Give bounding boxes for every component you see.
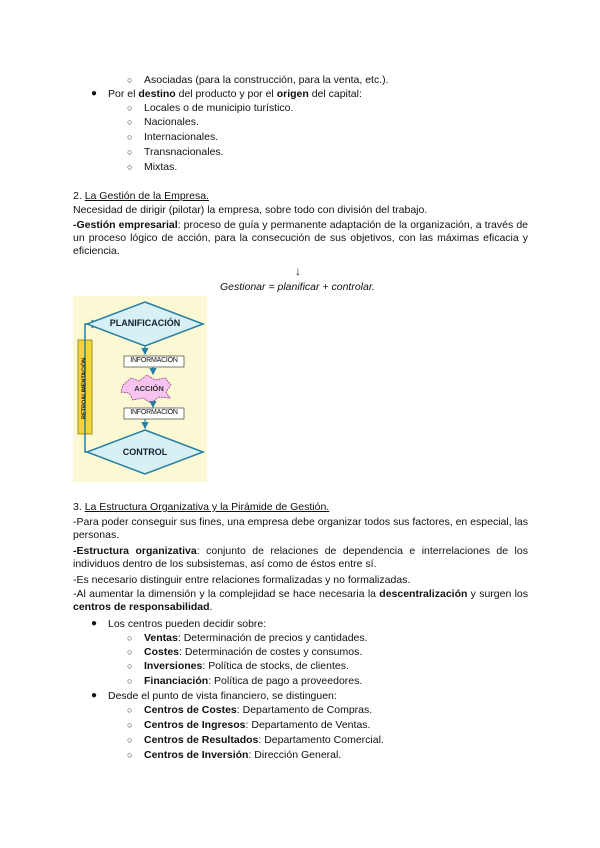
circle-bullet-icon: ○	[127, 103, 133, 113]
list-item: Centros de Resultados: Departamento Comercial.	[144, 734, 384, 746]
list-item: Por el destino del producto y por el origen del capital:	[108, 88, 362, 100]
list-item: Locales o de municipio turístico.	[144, 102, 294, 114]
list-item: Asociadas (para la construcción, para la venta, etc.).	[144, 74, 389, 86]
informacion-label: INFORMACIÓN	[130, 357, 178, 364]
circle-bullet-icon: ○	[127, 633, 133, 643]
list-item: Desde el punto de vista financiero, se distinguen:	[108, 690, 337, 702]
list-item: Financiación: Política de pago a proveedores.	[144, 675, 363, 687]
circle-bullet-icon: ○	[127, 162, 133, 172]
circle-bullet-icon: ○	[127, 676, 133, 686]
list-item: Centros de Costes: Departamento de Compras.	[144, 704, 373, 716]
bullet-icon: ●	[91, 690, 98, 701]
retroalimentacion-label: RETROALIMENTACIÓN	[81, 358, 88, 420]
paragraph: -Es necesario distinguir entre relaciones formalizadas y no formalizadas.	[73, 574, 411, 586]
list-item: Centros de Ingresos: Departamento de Ventas.	[144, 719, 371, 731]
list-item: Centros de Inversión: Dirección General.	[144, 749, 342, 761]
circle-bullet-icon: ○	[127, 705, 133, 715]
control-label: CONTROL	[122, 447, 168, 457]
circle-bullet-icon: ○	[127, 661, 133, 671]
paragraph: Necesidad de dirigir (pilotar) la empresa, sobre todo con división del trabajo.	[73, 204, 428, 216]
list-item: Inversiones: Política de stocks, de clientes.	[144, 660, 349, 672]
circle-bullet-icon: ○	[127, 647, 133, 657]
paragraph: -Estructura organizativa: conjunto de relaciones de dependencia e interrelaciones de los individuos dentro de los subsistemas, así como de éstos entre sí.	[73, 545, 528, 570]
circle-bullet-icon: ○	[127, 75, 133, 85]
section-heading: 3. La Estructura Organizativa y la Pirámide de Gestión.	[73, 501, 330, 513]
management-cycle-diagram	[73, 296, 207, 482]
list-item: Los centros pueden decidir sobre:	[108, 618, 267, 630]
section-heading: 2. La Gestión de la Empresa.	[73, 190, 210, 202]
list-item: Ventas: Determinación de precios y cantidades.	[144, 632, 368, 644]
paragraph: -Para poder conseguir sus fines, una empresa debe organizar todos sus factores, en especial, las personas.	[73, 516, 528, 541]
circle-bullet-icon: ○	[127, 147, 133, 157]
circle-bullet-icon: ○	[127, 735, 133, 745]
paragraph: -Al aumentar la dimensión y la complejidad se hace necesaria la descentralización y surgen los centros de responsabilidad.	[73, 588, 529, 613]
list-item: Costes: Determinación de costes y consumos.	[144, 646, 363, 658]
paragraph: -Gestión empresarial: proceso de guía y permanente adaptación de la organización, a través de un proceso lógico de acción, para la consecución de sus objetivos, con las máximas eficacia y eficiencia.	[73, 219, 528, 257]
list-item: Mixtas.	[144, 161, 178, 173]
circle-bullet-icon: ○	[127, 720, 133, 730]
list-item: Transnacionales.	[144, 146, 224, 158]
circle-bullet-icon: ○	[127, 750, 133, 760]
accion-label: ACCIÓN	[134, 384, 164, 393]
bullet-icon: ●	[91, 88, 98, 99]
list-item: Internacionales.	[144, 131, 219, 143]
formula: Gestionar = planificar + controlar.	[220, 281, 375, 293]
down-arrow-icon: ↓	[295, 264, 301, 278]
circle-bullet-icon: ○	[127, 132, 133, 142]
circle-bullet-icon: ○	[127, 117, 133, 127]
list-item: Nacionales.	[144, 116, 199, 128]
bullet-icon: ●	[91, 618, 98, 629]
planificacion-label: PLANIFICACIÓN	[109, 318, 181, 328]
informacion-label: INFORMACIÓN	[130, 409, 178, 416]
